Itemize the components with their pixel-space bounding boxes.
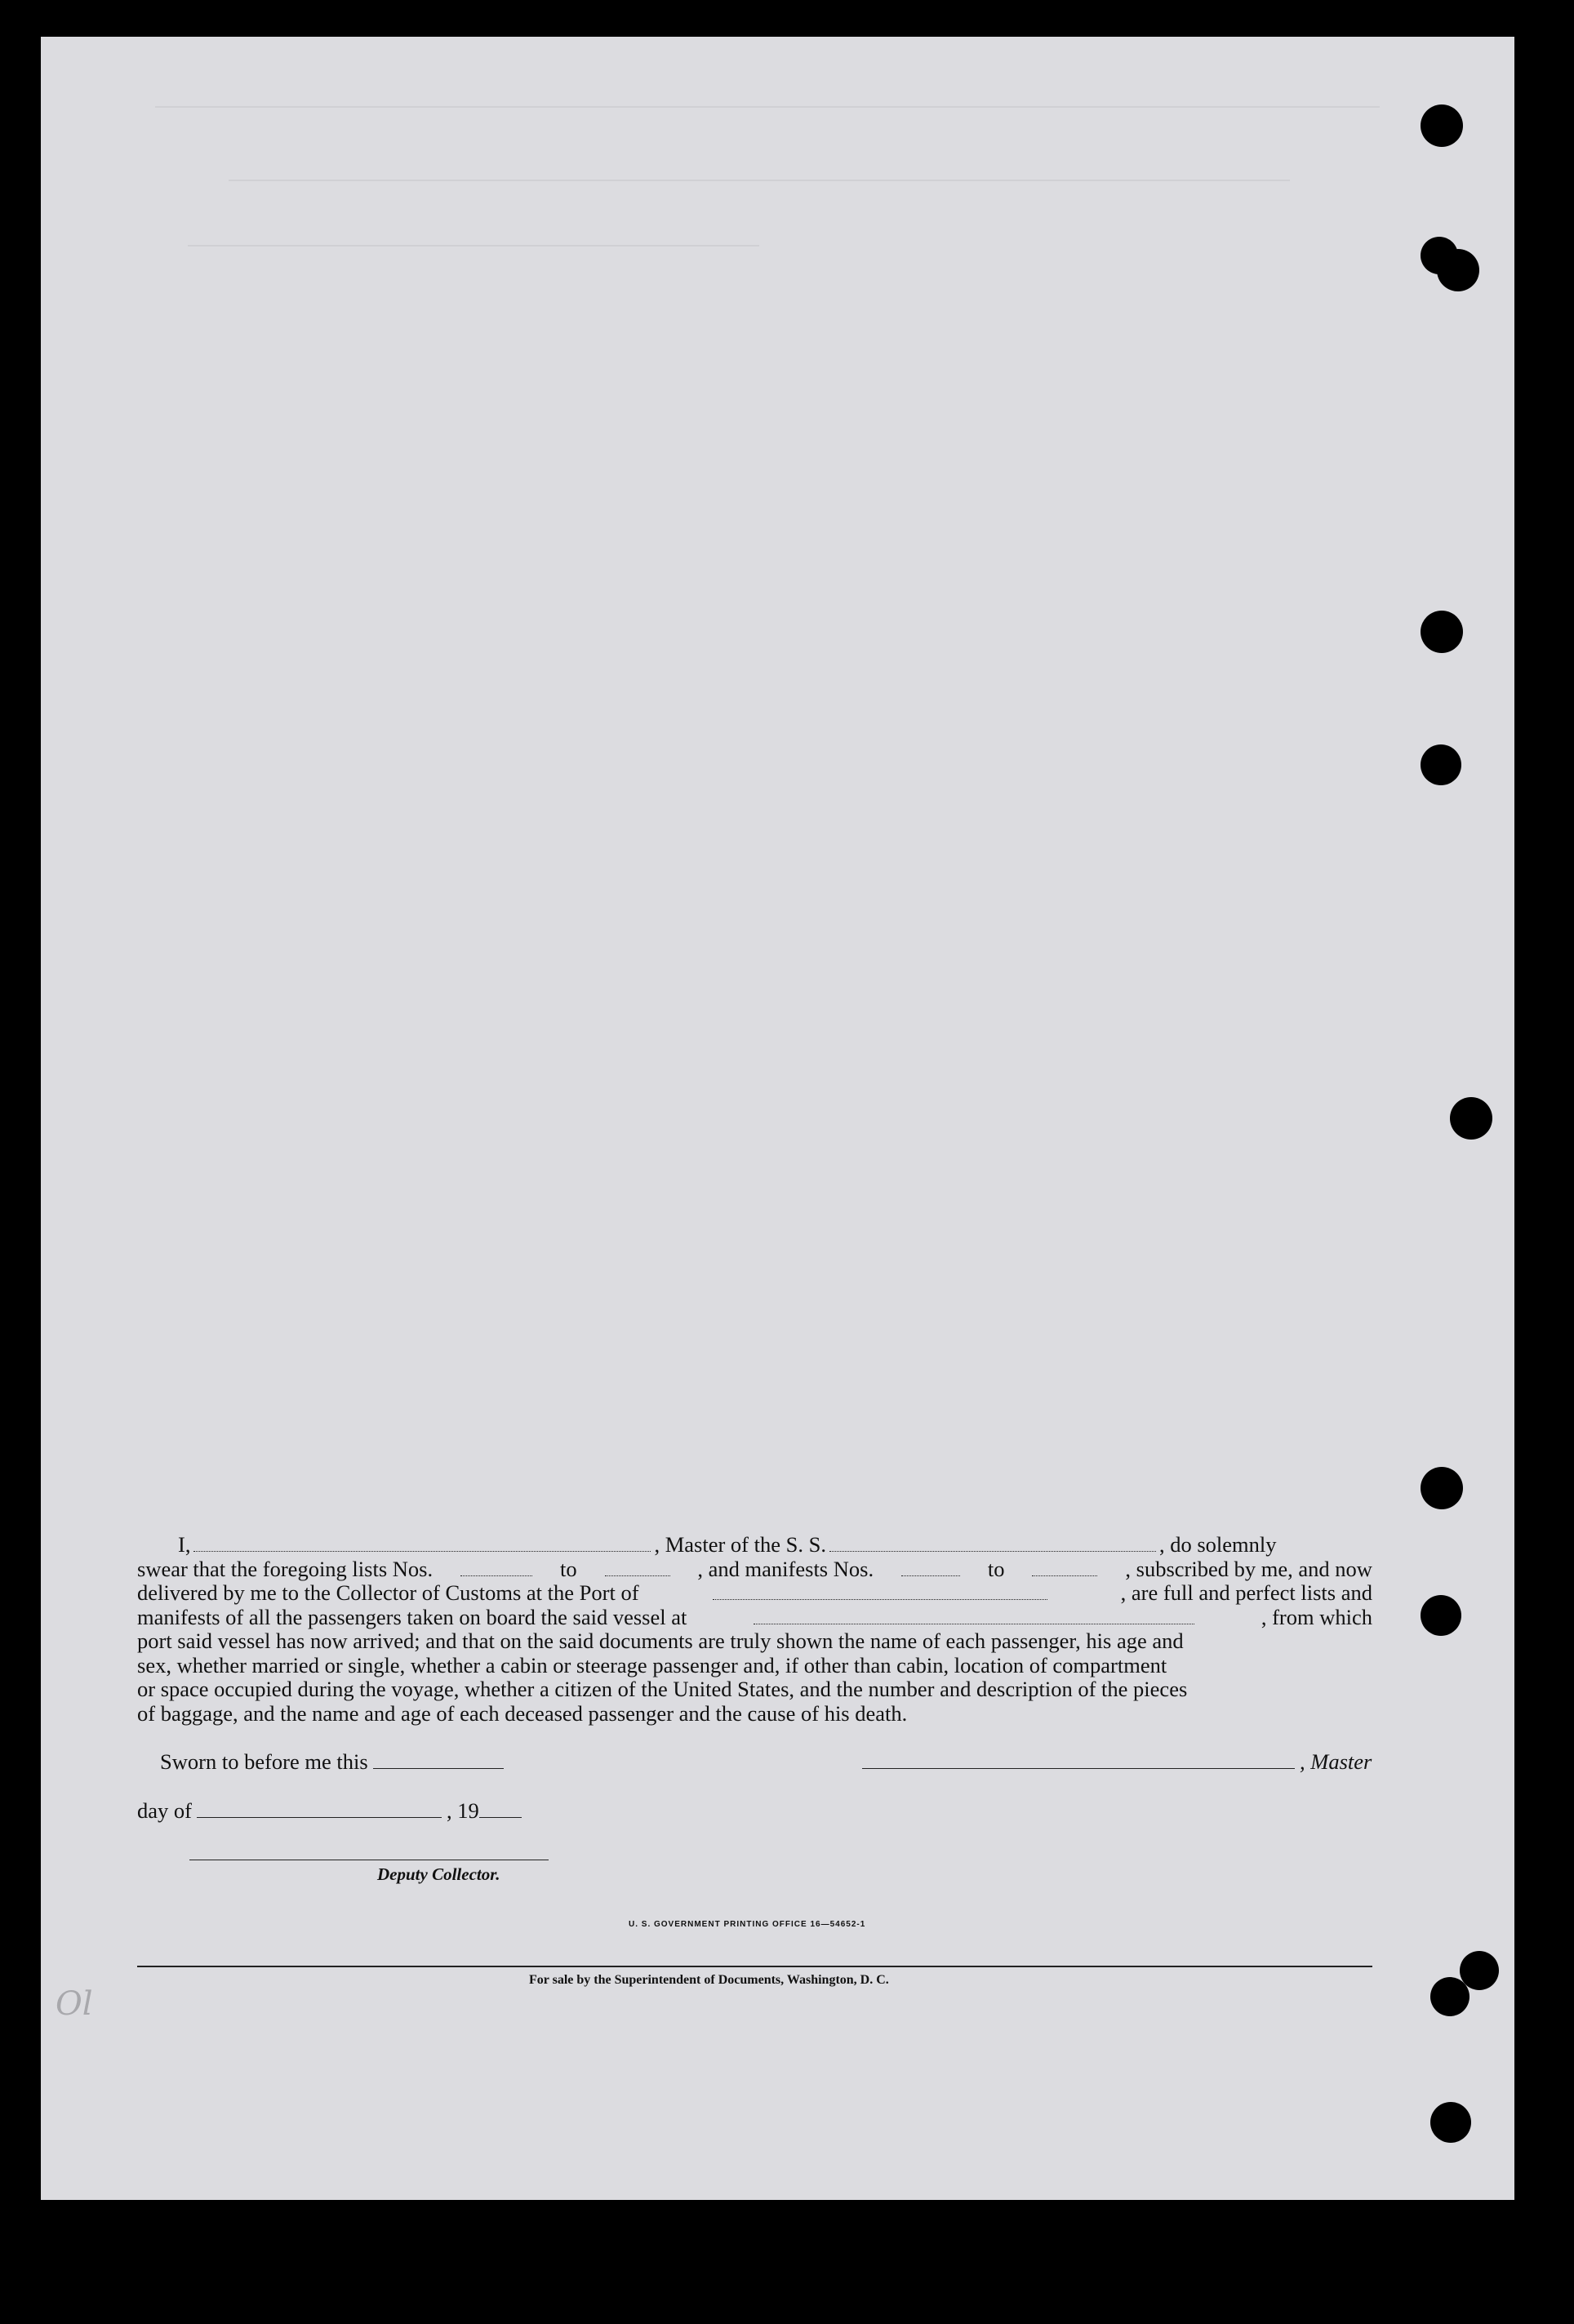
binder-hole [1450,1097,1492,1140]
binder-hole [1430,2102,1471,2143]
faded-bleedthrough-text [155,106,1380,132]
sworn-row [160,1749,509,1775]
binder-hole [1430,1977,1470,2016]
binder-hole [1437,249,1479,291]
oath-text: to [987,1556,1005,1581]
year-label: , 19 [446,1798,479,1823]
oath-text: , Master of the S. S. [654,1532,826,1557]
binder-hole [1421,104,1463,147]
master-signature-line[interactable] [862,1755,1295,1769]
faded-bleedthrough-text [188,245,759,271]
binder-hole [1421,1595,1461,1636]
oath-text: , and manifests Nos. [697,1556,874,1581]
oath-line-4 [137,1606,1372,1630]
oath-text: port said vessel has now arrived; and that on the said documents are truly shown the name of each passenger, his age and [137,1629,1184,1653]
oath-text: or space occupied during the voyage, whether a citizen of the United States, and the number and description of the pieces [137,1677,1188,1701]
oath-line-6 [137,1654,1372,1678]
oath-line-8 [137,1702,1372,1726]
master-signature-row [857,1749,1372,1775]
oath-line-1 [137,1533,1372,1557]
oath-text: manifests of all the passengers taken on board the said vessel at [137,1604,687,1629]
port-of-arrival-blank[interactable] [713,1584,1047,1600]
oath-text: I, [178,1532,191,1557]
footer-rule [137,1966,1372,1967]
master-label: , Master [1300,1749,1372,1774]
pencil-annotation: Ol [56,1985,93,2023]
binder-hole [1421,744,1461,785]
oath-line-7 [137,1677,1372,1702]
lists-from-blank[interactable] [460,1561,532,1576]
oath-text: swear that the foregoing lists Nos. [137,1556,434,1581]
faded-bleedthrough-text [229,180,1290,206]
oath-line-3 [137,1581,1372,1606]
sworn-label: Sworn to before me this [160,1749,368,1774]
oath-line-5 [137,1629,1372,1654]
lists-to-blank[interactable] [605,1561,670,1576]
sale-notice: For sale by the Superintendent of Documents, Washington, D. C. [529,1973,889,1987]
sworn-date-blank[interactable] [373,1755,504,1769]
oath-text: sex, whether married or single, whether a cabin or steerage passenger and, if other than cabin, location of compartment [137,1652,1167,1677]
oath-text: , subscribed by me, and now [1125,1556,1372,1581]
binder-hole [1421,1467,1463,1509]
oath-text: , from which [1261,1604,1372,1629]
day-of-month-blank[interactable] [197,1804,442,1818]
day-of-label: day of [137,1798,192,1823]
form-sheet [41,37,1514,2200]
deputy-collector-label: Deputy Collector. [377,1864,500,1884]
oath-text: , are full and perfect lists and [1120,1580,1372,1605]
masters-oath [137,1533,1372,1726]
oath-text: delivered by me to the Collector of Customs at the Port of [137,1580,639,1605]
oath-text: , do solemnly [1158,1532,1277,1557]
binder-hole [1421,611,1463,653]
vessel-name-blank[interactable] [829,1536,1156,1552]
oath-text: of baggage, and the name and age of each deceased passenger and the cause of his death. [137,1700,908,1726]
printing-office-imprint: U. S. GOVERNMENT PRINTING OFFICE 16—54652-1 [629,1920,866,1929]
port-of-departure-blank[interactable] [754,1609,1194,1624]
oath-line-2 [137,1557,1372,1582]
day-of-row [137,1798,527,1824]
master-name-blank[interactable] [193,1536,651,1552]
manifests-from-blank[interactable] [901,1561,960,1576]
manifests-to-blank[interactable] [1032,1561,1097,1576]
year-blank[interactable] [479,1804,522,1818]
oath-text: to [559,1556,577,1581]
